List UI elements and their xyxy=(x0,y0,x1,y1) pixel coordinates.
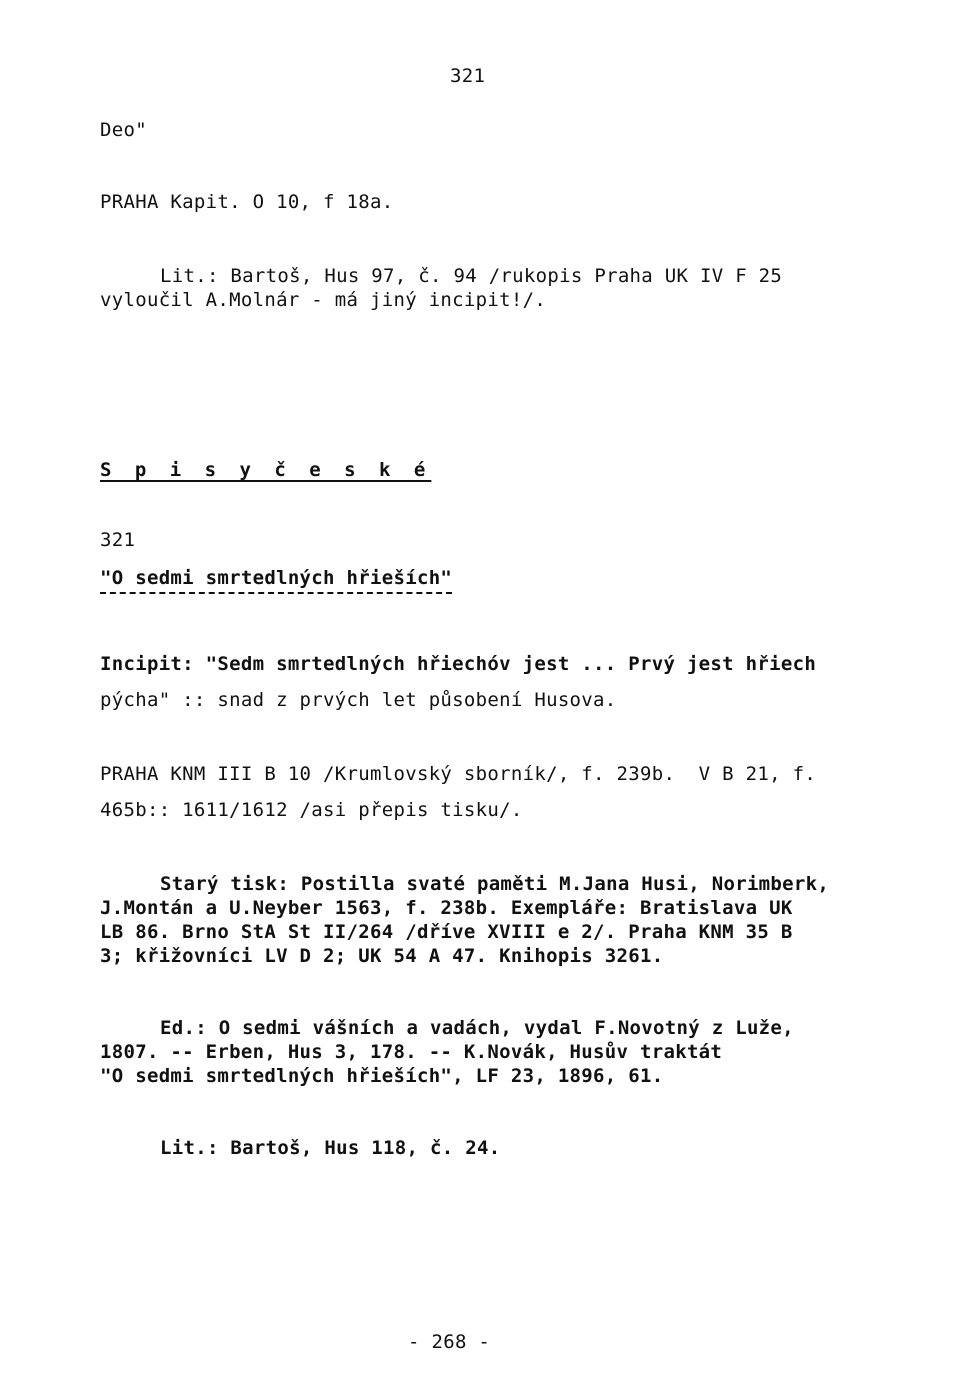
old-print-line-2: J.Montán a U.Neyber 1563, f. 238b. Exempláře: Bratislava UK xyxy=(100,897,793,919)
literature-line-1: Lit.: Bartoš, Hus 97, č. 94 /rukopis Praha UK IV F 25 xyxy=(160,265,783,287)
old-print-line-3: LB 86. Brno StA St II/264 /dříve XVIII e 2/. Praha KNM 35 B xyxy=(100,921,793,943)
literature-line-2: vyloučil A.Molnár - má jiný incipit!/. xyxy=(100,289,547,311)
deo-text: Deo" xyxy=(100,119,147,141)
edition-line-2: 1807. -- Erben, Hus 3, 178. -- K.Novák, Husův traktát xyxy=(100,1041,723,1063)
edition-line-1: Ed.: O sedmi vášních a vadách, vydal F.Novotný z Luže, xyxy=(160,1017,794,1039)
incipit-line-2: pýcha" :: snad z prvých let působení Husova. xyxy=(100,689,617,711)
praha-knm-line-2: 465b:: 1611/1612 /asi přepis tisku/. xyxy=(100,799,523,821)
old-print-line-1: Starý tisk: Postilla svaté paměti M.Jana Husi, Norimberk, xyxy=(160,873,830,895)
section-heading: S p i s y č e s k é xyxy=(100,459,432,481)
praha-kapit-reference: PRAHA Kapit. O 10, f 18a. xyxy=(100,191,394,213)
incipit-line-1: Incipit: "Sedm smrtedlných hřiechóv jest ... Prvý jest hřiech xyxy=(100,653,817,675)
old-print-line-4: 3; křižovníci LV D 2; UK 54 A 47. Knihopis 3261. xyxy=(100,945,664,967)
praha-knm-line-1: PRAHA KNM III B 10 /Krumlovský sborník/, f. 239b. V B 21, f. xyxy=(100,763,817,785)
page-number-top: 321 xyxy=(450,65,486,87)
edition-line-3: "O sedmi smrtedlných hřieších", LF 23, 1896, 61. xyxy=(100,1065,664,1087)
literature-2: Lit.: Bartoš, Hus 118, č. 24. xyxy=(160,1137,501,1159)
page-number-bottom: - 268 - xyxy=(408,1331,491,1353)
entry-title: "O sedmi smrtedlných hřieších" xyxy=(100,566,452,594)
entry-number: 321 xyxy=(100,529,136,551)
